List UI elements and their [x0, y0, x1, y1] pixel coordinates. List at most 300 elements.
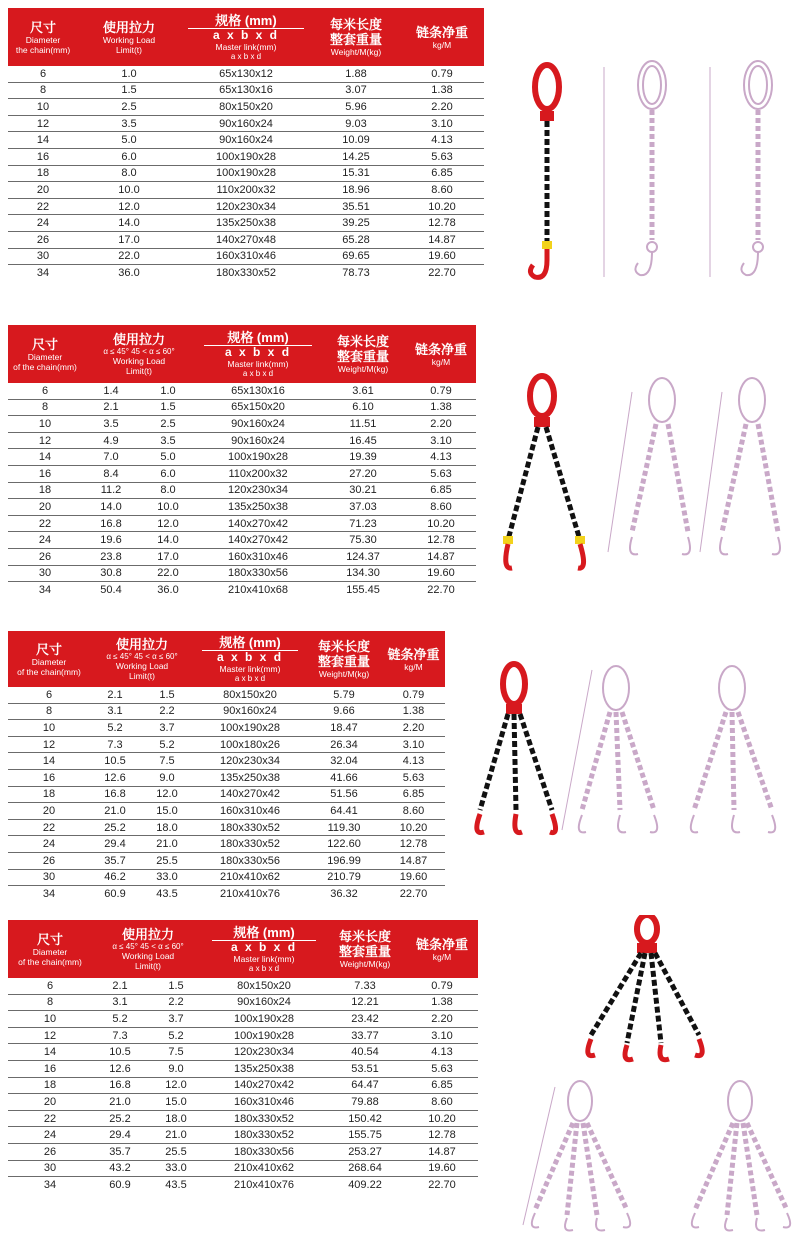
table-row	[8, 819, 445, 836]
table-cell: 2.2	[140, 703, 194, 720]
table-cell: 16.8	[92, 1077, 148, 1094]
table-row	[8, 231, 484, 248]
table-cell: 7.3	[92, 1027, 148, 1044]
table-cell: 5.2	[148, 1027, 204, 1044]
table-cell: 7.3	[90, 736, 140, 753]
table-cell: 8.60	[400, 182, 484, 199]
table-cell: 10.0	[78, 182, 180, 199]
table-cell: 30	[8, 248, 78, 265]
four-leg-chain-sling-icon	[575, 915, 725, 1063]
table-cell: 12.6	[90, 769, 140, 786]
table-cell: 18	[8, 165, 78, 182]
table-cell: 23.42	[324, 1011, 406, 1028]
net-weight-header: 链条净重 kg/M	[400, 8, 484, 66]
table-cell: 90x160x24	[196, 432, 320, 449]
table-cell: 30	[8, 869, 90, 886]
table-cell: 34	[42, 887, 56, 900]
table-cell: 135x250x38	[194, 769, 306, 786]
table-cell: 17.0	[78, 231, 180, 248]
table-cell: 5.63	[382, 769, 445, 786]
table-cell: 12	[8, 432, 82, 449]
table-row	[8, 99, 484, 116]
table-cell: 60.9	[109, 1178, 131, 1191]
table-cell: 22.70	[428, 266, 456, 279]
table-cell: 180x330x52	[204, 1110, 324, 1127]
table-cell: 1.5	[78, 82, 180, 99]
table-cell: 140x270x42	[196, 532, 320, 549]
table-cell: 40.54	[324, 1044, 406, 1061]
table-cell: 20	[8, 499, 82, 516]
table-cell: 12.6	[92, 1060, 148, 1077]
table-cell: 210x410x68	[228, 583, 288, 596]
table-cell: 5.0	[78, 132, 180, 149]
table-row	[8, 399, 476, 416]
table-row	[8, 1011, 478, 1028]
table-cell: 34	[38, 583, 52, 596]
table-cell: 26	[8, 231, 78, 248]
table-cell: 14.87	[382, 852, 445, 869]
table-cell: 10	[8, 99, 78, 116]
table-cell: 196.99	[306, 852, 382, 869]
table-cell: 90x160x24	[180, 115, 312, 132]
table-cell: 24	[8, 215, 78, 232]
table-cell: 7.5	[140, 753, 194, 770]
table-cell: 8.60	[382, 803, 445, 820]
table-cell: 1.38	[382, 703, 445, 720]
table-cell: 27.20	[320, 465, 406, 482]
table-cell: 5.2	[92, 1011, 148, 1028]
table-cell: 35.51	[312, 198, 400, 215]
table-cell: 46.2	[90, 869, 140, 886]
table-cell: 18.47	[306, 720, 382, 737]
table-row	[8, 248, 484, 265]
table-cell: 22	[8, 819, 90, 836]
table-cell: 25.2	[90, 819, 140, 836]
table-row	[8, 1177, 478, 1193]
table-cell: 135x250x38	[204, 1060, 324, 1077]
table-cell: 33.77	[324, 1027, 406, 1044]
table-cell: 19.39	[320, 449, 406, 466]
table-cell: 14	[8, 132, 78, 149]
table-cell: 3.7	[140, 720, 194, 737]
table-cell: 2.20	[406, 416, 476, 433]
table-cell: 6	[8, 687, 90, 703]
table-cell: 160x310x46	[204, 1094, 324, 1111]
table-cell: 12	[8, 736, 90, 753]
table-cell: 6	[8, 978, 92, 994]
table-row	[8, 215, 484, 232]
table-cell: 12	[8, 115, 78, 132]
table-cell: 29.4	[90, 836, 140, 853]
table-cell: 12.0	[148, 1077, 204, 1094]
table-cell: 12.0	[78, 198, 180, 215]
table-cell: 110x200x32	[196, 465, 320, 482]
table-cell: 26	[8, 548, 82, 565]
table-cell: 268.64	[324, 1160, 406, 1177]
two-leg-table-body	[8, 383, 476, 598]
table-cell: 20	[8, 182, 78, 199]
table-cell: 24	[8, 532, 82, 549]
weight-header: 每米长度 整套重量 Weight/M(kg)	[306, 631, 382, 687]
table-cell: 12.0	[140, 786, 194, 803]
table-row	[8, 182, 484, 199]
table-cell: 8.60	[406, 1094, 478, 1111]
table-cell: 3.10	[406, 1027, 478, 1044]
table-cell: 36.32	[330, 887, 358, 900]
table-cell: 24	[8, 836, 90, 853]
table-cell: 14.87	[406, 1143, 478, 1160]
three-leg-sling-illustration	[462, 660, 800, 850]
table-cell: 7.33	[324, 978, 406, 994]
weight-header: 每米长度 整套重量 Weight/M(kg)	[324, 920, 406, 978]
table-cell: 180x330x52	[194, 836, 306, 853]
three-leg-chain-sling-icon	[462, 660, 800, 845]
table-cell: 37.03	[320, 499, 406, 516]
table-cell: 0.79	[382, 687, 445, 703]
table-cell: 65x130x16	[196, 383, 320, 399]
table-cell: 210x410x62	[204, 1160, 324, 1177]
table-cell: 100x190x28	[180, 165, 312, 182]
table-row	[8, 1160, 478, 1177]
table-cell: 0.79	[406, 383, 476, 399]
table-cell: 3.5	[82, 416, 140, 433]
table-cell: 180x330x56	[194, 852, 306, 869]
table-cell: 36.0	[157, 583, 179, 596]
table-cell: 19.6	[82, 532, 140, 549]
table-cell: 3.10	[400, 115, 484, 132]
table-cell: 30	[8, 1160, 92, 1177]
table-cell: 1.5	[140, 399, 196, 416]
load-header: 使用拉力 α ≤ 45° 45 < α ≤ 60° Working Load Limit(t)	[82, 325, 196, 383]
table-cell: 2.5	[78, 99, 180, 116]
table-cell: 10	[8, 1011, 92, 1028]
table-cell: 3.1	[90, 703, 140, 720]
table-cell: 100x190x28	[196, 449, 320, 466]
table-cell: 8.0	[140, 482, 196, 499]
table-cell: 25.5	[140, 852, 194, 869]
table-cell: 30	[8, 565, 82, 582]
table-cell: 4.13	[382, 753, 445, 770]
table-cell: 4.13	[406, 1044, 478, 1061]
net-weight-header: 链条净重 kg/M	[406, 325, 476, 383]
net-weight-header: 链条净重 kg/M	[382, 631, 445, 687]
three-leg-table-body	[8, 687, 445, 902]
table-cell: 16	[8, 148, 78, 165]
table-cell: 3.07	[312, 82, 400, 99]
table-cell: 210x410x76	[220, 887, 280, 900]
table-row	[8, 720, 445, 737]
table-cell: 9.0	[148, 1060, 204, 1077]
table-cell: 3.10	[382, 736, 445, 753]
size-header: 尺寸 Diameter of the chain(mm)	[8, 920, 92, 978]
table-cell: 5.63	[400, 148, 484, 165]
table-cell: 140x270x42	[196, 515, 320, 532]
table-cell: 100x190x28	[204, 1027, 324, 1044]
table-row	[8, 515, 476, 532]
table-cell: 1.0	[140, 383, 196, 399]
table-row	[8, 1044, 478, 1061]
table-cell: 71.23	[320, 515, 406, 532]
table-row	[8, 836, 445, 853]
table-row	[8, 66, 484, 82]
table-cell: 6.85	[382, 786, 445, 803]
table-cell: 6.85	[400, 165, 484, 182]
spec-header: 规格 (mm) a x b x d Master link(mm) a x b x d	[196, 325, 320, 383]
table-cell: 2.1	[92, 978, 148, 994]
table-cell: 10.20	[406, 515, 476, 532]
table-row	[8, 1143, 478, 1160]
table-row	[8, 1077, 478, 1094]
table-row	[8, 886, 445, 902]
table-cell: 7.0	[82, 449, 140, 466]
table-cell: 2.1	[90, 687, 140, 703]
table-cell: 3.61	[320, 383, 406, 399]
table-cell: 14	[8, 753, 90, 770]
table-cell: 10	[8, 720, 90, 737]
table-row	[8, 769, 445, 786]
table-cell: 2.2	[148, 994, 204, 1011]
table-cell: 1.5	[140, 687, 194, 703]
table-cell: 14	[8, 449, 82, 466]
table-cell: 53.51	[324, 1060, 406, 1077]
table-cell: 6.85	[406, 482, 476, 499]
table-cell: 23.8	[82, 548, 140, 565]
table-cell: 10.20	[400, 198, 484, 215]
table-row	[8, 565, 476, 582]
table-row	[8, 978, 478, 994]
table-cell: 6.0	[140, 465, 196, 482]
two-leg-section	[8, 325, 476, 598]
table-cell: 80x150x20	[194, 687, 306, 703]
net-weight-header: 链条净重 kg/M	[406, 920, 478, 978]
table-cell: 100x190x28	[194, 720, 306, 737]
table-cell: 14.0	[78, 215, 180, 232]
table-cell: 21.0	[92, 1094, 148, 1111]
table-row	[8, 465, 476, 482]
table-cell: 15.0	[140, 803, 194, 820]
table-cell: 1.4	[82, 383, 140, 399]
table-cell: 135x250x38	[180, 215, 312, 232]
table-cell: 32.04	[306, 753, 382, 770]
single-leg-table-body	[8, 66, 484, 281]
table-cell: 18	[8, 1077, 92, 1094]
table-cell: 90x160x24	[204, 994, 324, 1011]
table-cell: 35.7	[92, 1143, 148, 1160]
table-row	[8, 198, 484, 215]
table-cell: 65x150x20	[196, 399, 320, 416]
table-row	[8, 1127, 478, 1144]
spec-header: 规格 (mm) a x b x d Master link(mm) a x b x d	[180, 8, 312, 66]
table-cell: 120x230x34	[180, 198, 312, 215]
table-cell: 78.73	[342, 266, 370, 279]
table-cell: 33.0	[140, 869, 194, 886]
table-cell: 119.30	[306, 819, 382, 836]
table-row	[8, 115, 484, 132]
table-cell: 12.78	[382, 836, 445, 853]
table-cell: 50.4	[100, 583, 122, 596]
table-cell: 80x150x20	[204, 978, 324, 994]
table-cell: 5.2	[90, 720, 140, 737]
table-cell: 4.9	[82, 432, 140, 449]
table-cell: 150.42	[324, 1110, 406, 1127]
table-cell: 22	[8, 198, 78, 215]
table-cell: 120x230x34	[194, 753, 306, 770]
table-cell: 60.9	[104, 887, 126, 900]
table-cell: 16.8	[82, 515, 140, 532]
table-cell: 11.51	[320, 416, 406, 433]
table-cell: 19.60	[406, 565, 476, 582]
table-cell: 210.79	[306, 869, 382, 886]
table-cell: 16	[8, 1060, 92, 1077]
table-cell: 160x310x46	[196, 548, 320, 565]
table-row	[8, 82, 484, 99]
table-cell: 65x130x12	[180, 66, 312, 82]
table-cell: 35.7	[90, 852, 140, 869]
table-cell: 180x330x56	[196, 565, 320, 582]
table-cell: 18.96	[312, 182, 400, 199]
table-cell: 0.79	[400, 66, 484, 82]
table-cell: 65.28	[312, 231, 400, 248]
table-cell: 110x200x32	[180, 182, 312, 199]
table-cell: 10.0	[140, 499, 196, 516]
table-cell: 9.66	[306, 703, 382, 720]
size-header: 尺寸 Diameter of the chain(mm)	[8, 631, 90, 687]
table-row	[8, 753, 445, 770]
table-row	[8, 165, 484, 182]
table-cell: 17.0	[140, 548, 196, 565]
table-row	[8, 703, 445, 720]
table-cell: 26	[8, 852, 90, 869]
table-cell: 26	[8, 1143, 92, 1160]
table-cell: 16.45	[320, 432, 406, 449]
table-cell: 7.5	[148, 1044, 204, 1061]
table-row	[8, 1060, 478, 1077]
table-row	[8, 548, 476, 565]
table-cell: 51.56	[306, 786, 382, 803]
table-cell: 2.1	[82, 399, 140, 416]
weight-header: 每米长度 整套重量 Weight/M(kg)	[320, 325, 406, 383]
table-cell: 10	[8, 416, 82, 433]
table-cell: 36.0	[118, 266, 140, 279]
table-cell: 10.09	[312, 132, 400, 149]
table-cell: 22.70	[399, 887, 428, 900]
table-cell: 100x190x28	[180, 148, 312, 165]
table-cell: 10.5	[92, 1044, 148, 1061]
table-cell: 12	[8, 1027, 92, 1044]
table-cell: 14.25	[312, 148, 400, 165]
table-cell: 180x330x56	[204, 1143, 324, 1160]
table-cell: 16.8	[90, 786, 140, 803]
table-cell: 14.87	[406, 548, 476, 565]
table-cell: 180x330x52	[204, 1127, 324, 1144]
table-cell: 64.47	[324, 1077, 406, 1094]
table-cell: 24	[8, 1127, 92, 1144]
table-row	[8, 852, 445, 869]
table-row	[8, 148, 484, 165]
table-row	[8, 132, 484, 149]
four-leg-sling-diagrams	[515, 1075, 800, 1240]
table-cell: 22.0	[78, 248, 180, 265]
table-cell: 100x190x28	[204, 1011, 324, 1028]
table-row	[8, 736, 445, 753]
table-cell: 140x270x42	[204, 1077, 324, 1094]
table-cell: 4.13	[406, 449, 476, 466]
table-cell: 15.31	[312, 165, 400, 182]
table-cell: 1.0	[78, 66, 180, 82]
table-cell: 1.5	[148, 978, 204, 994]
table-cell: 6.85	[406, 1077, 478, 1094]
four-leg-chain-sling-diagram-icon	[515, 1075, 800, 1235]
table-cell: 160x310x46	[180, 248, 312, 265]
table-cell: 210x410x76	[234, 1178, 294, 1191]
table-cell: 5.63	[406, 465, 476, 482]
table-cell: 135x250x38	[196, 499, 320, 516]
table-cell: 8	[8, 994, 92, 1011]
table-cell: 90x160x24	[194, 703, 306, 720]
table-row	[8, 994, 478, 1011]
table-cell: 90x160x24	[180, 132, 312, 149]
table-cell: 21.0	[148, 1127, 204, 1144]
table-cell: 8	[8, 399, 82, 416]
table-cell: 18	[8, 786, 90, 803]
table-cell: 210x410x62	[194, 869, 306, 886]
load-header: 使用拉力 α ≤ 45° 45 < α ≤ 60° Working Load Limit(t)	[92, 920, 204, 978]
table-cell: 3.5	[78, 115, 180, 132]
table-cell: 180x330x52	[194, 819, 306, 836]
table-cell: 14.0	[140, 532, 196, 549]
table-cell: 33.0	[148, 1160, 204, 1177]
table-cell: 1.88	[312, 66, 400, 82]
size-header: 尺寸 Diameter of the chain(mm)	[8, 325, 82, 383]
table-cell: 6	[8, 66, 78, 82]
table-cell: 21.0	[140, 836, 194, 853]
two-leg-chain-sling-icon	[490, 372, 800, 582]
spec-header: 规格 (mm) a x b x d Master link(mm) a x b x d	[204, 920, 324, 978]
table-row	[8, 265, 484, 281]
table-cell: 100x180x26	[194, 736, 306, 753]
table-cell: 180x330x52	[216, 266, 276, 279]
table-row	[8, 1027, 478, 1044]
load-header: 使用拉力 α ≤ 45° 45 < α ≤ 60° Working Load Limit(t)	[90, 631, 194, 687]
table-cell: 69.65	[312, 248, 400, 265]
table-cell: 2.20	[382, 720, 445, 737]
table-cell: 18.0	[148, 1110, 204, 1127]
table-cell: 8	[8, 82, 78, 99]
table-row	[8, 449, 476, 466]
table-cell: 34	[36, 266, 50, 279]
table-cell: 12.78	[406, 532, 476, 549]
table-row	[8, 416, 476, 433]
table-cell: 18.0	[140, 819, 194, 836]
table-cell: 25.2	[92, 1110, 148, 1127]
table-cell: 3.10	[406, 432, 476, 449]
table-cell: 14.87	[400, 231, 484, 248]
table-cell: 122.60	[306, 836, 382, 853]
three-leg-spec-table	[8, 631, 445, 902]
table-cell: 3.7	[148, 1011, 204, 1028]
table-cell: 8.4	[82, 465, 140, 482]
table-cell: 5.79	[306, 687, 382, 703]
weight-header: 每米长度 整套重量 Weight/M(kg)	[312, 8, 400, 66]
table-cell: 6.10	[320, 399, 406, 416]
table-row	[8, 803, 445, 820]
table-cell: 140x270x42	[194, 786, 306, 803]
table-cell: 5.0	[140, 449, 196, 466]
table-row	[8, 532, 476, 549]
table-cell: 3.1	[92, 994, 148, 1011]
table-cell: 29.4	[92, 1127, 148, 1144]
table-cell: 12.21	[324, 994, 406, 1011]
